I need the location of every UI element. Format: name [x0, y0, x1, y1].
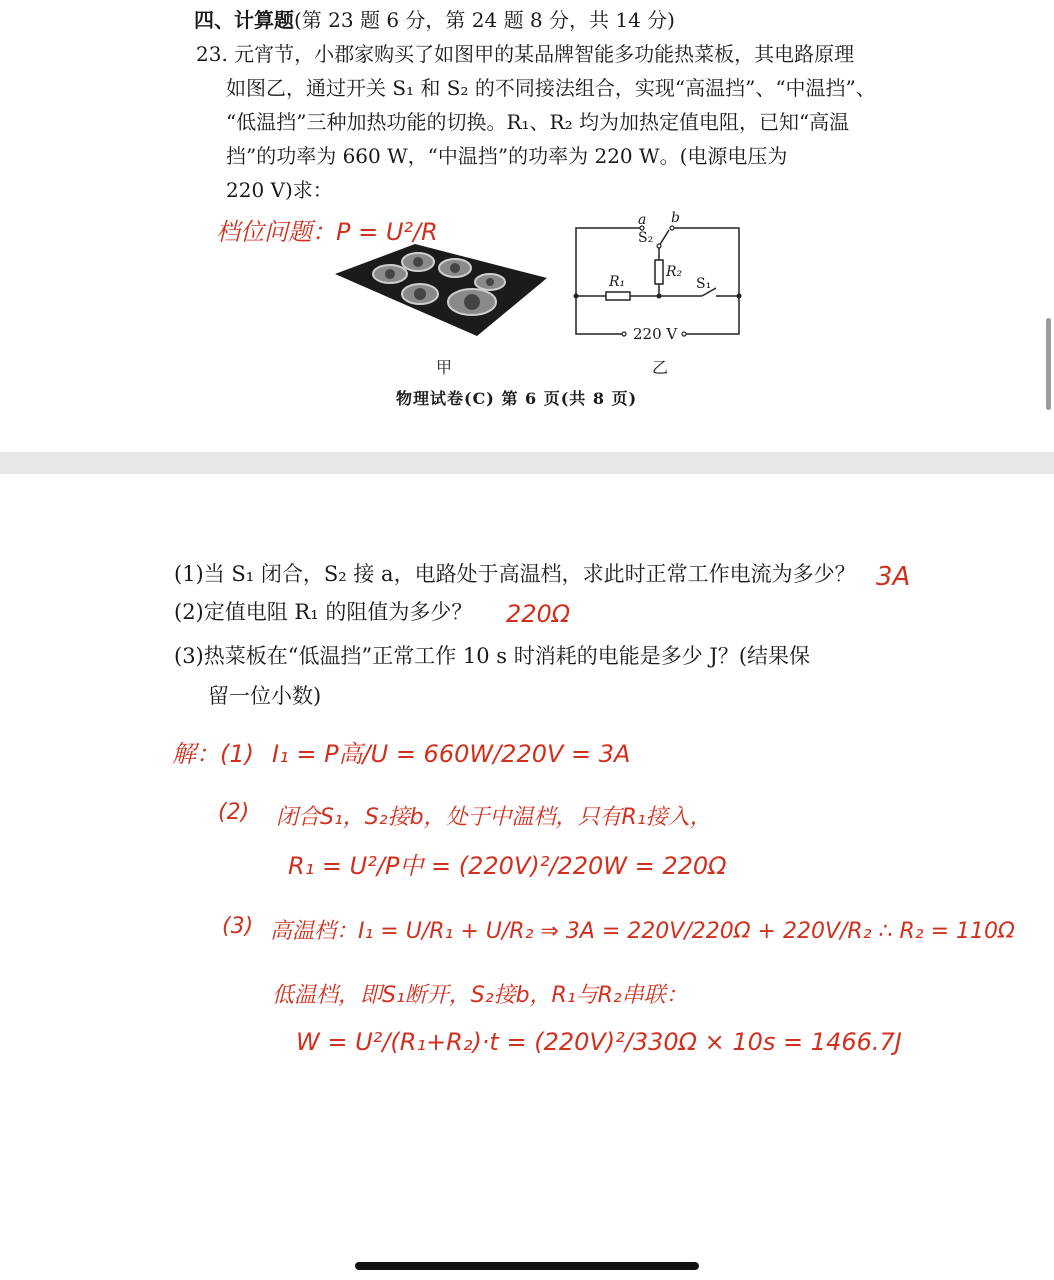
handwritten-note: 档位问题：P = U²/R: [216, 218, 438, 246]
home-indicator[interactable]: [355, 1262, 699, 1270]
label-b: b: [671, 210, 680, 226]
label-a: a: [638, 212, 647, 228]
hot-plate-image: [335, 238, 550, 338]
solution-3-equation: 高温档：I₁ = U/R₁ + U/R₂ ⇒ 3A = 220V/220Ω + 220V/R₂ ∴ R₂ = 110Ω: [270, 919, 1015, 944]
scrollbar-thumb[interactable]: [1046, 318, 1051, 410]
solution-1-equation: I₁ = P高/U = 660W/220V = 3A: [272, 740, 631, 768]
label-voltage: 220 V: [633, 325, 678, 343]
answer-2: 220Ω: [506, 600, 571, 628]
section-header: 四、计算题(第 23 题 6 分，第 24 题 8 分，共 14 分): [194, 8, 675, 32]
figure-caption-yi: 乙: [652, 358, 669, 377]
exam-page-7: [0, 474, 1054, 1280]
label-r1: R₁: [609, 274, 626, 290]
page-footer: 物理试卷(C) 第 6 页(共 8 页): [396, 389, 638, 408]
solution-3-text: 低温档，即S₁断开，S₂接b，R₁与R₂串联：: [272, 983, 688, 1008]
page-separator: [0, 452, 1054, 474]
figure-caption-jia: 甲: [436, 358, 453, 377]
question-3-line-1: (3)热菜板在“低温挡”正常工作 10 s 时消耗的电能是多少 J？(结果保: [174, 644, 811, 668]
question-3-line-2: 留一位小数): [208, 684, 322, 708]
problem-line-3: “低温挡”三种加热功能的切换。R₁、R₂ 均为加热定值电阻，已知“高温: [226, 110, 850, 134]
solution-2-label: (2): [218, 800, 250, 825]
solution-1-label: 解：(1): [172, 740, 254, 768]
exam-page-6: [0, 0, 1054, 452]
problem-line-5: 220 V)求：: [226, 178, 333, 202]
question-2: (2)定值电阻 R₁ 的阻值为多少？: [174, 600, 473, 624]
problem-line-4: 挡”的功率为 660 W，“中温挡”的功率为 220 W。(电源电压为: [226, 144, 788, 168]
problem-line-1: 23. 元宵节，小郡家购买了如图甲的某品牌智能多功能热菜板，其电路原理: [196, 42, 855, 66]
answer-1: 3A: [876, 562, 911, 592]
label-s2: S₂: [638, 230, 654, 246]
solution-2-equation: R₁ = U²/P中 = (220V)²/220W = 220Ω: [288, 852, 727, 880]
label-s1: S₁: [696, 276, 712, 292]
label-r2: R₂: [666, 264, 683, 280]
solution-3-label: (3): [222, 914, 254, 939]
solution-3-equation-2: W = U²/(R₁+R₂)·t = (220V)²/330Ω × 10s = 1466.7J: [296, 1028, 902, 1056]
question-1: (1)当 S₁ 闭合，S₂ 接 a，电路处于高温档，求此时正常工作电流为多少？: [174, 562, 856, 586]
problem-line-2: 如图乙，通过开关 S₁ 和 S₂ 的不同接法组合，实现“高温挡”、“中温挡”、: [226, 76, 876, 100]
solution-2-text: 闭合S₁，S₂接b，处于中温档，只有R₁接入，: [276, 805, 712, 830]
